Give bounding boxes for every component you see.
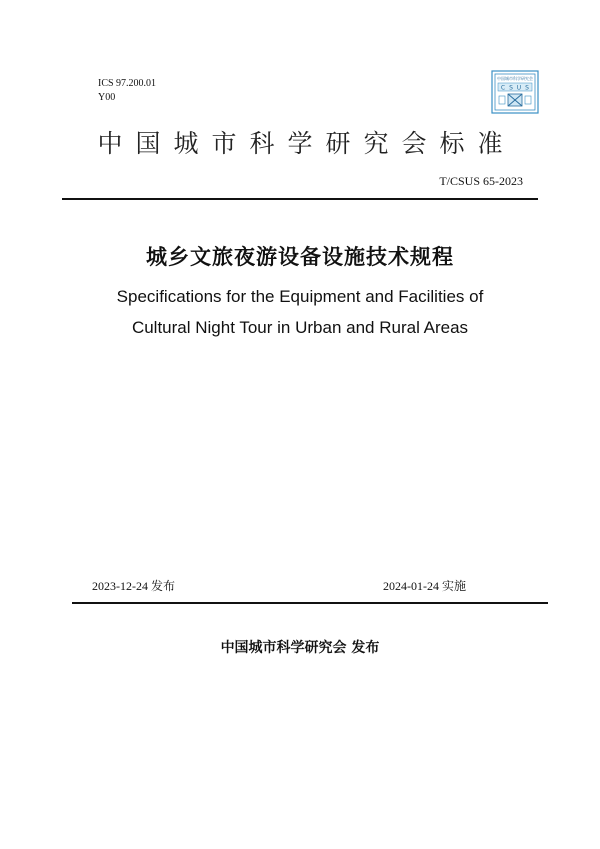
ccs-code: Y00 <box>98 92 116 103</box>
title-english-line1: Specifications for the Equipment and Facilities of <box>116 287 484 306</box>
publisher: 中国城市科学研究会 发布 <box>220 640 380 656</box>
title-chinese: 城乡文旅夜游设备设施技术规程 <box>146 245 454 269</box>
title-english-line2: Cultural Night Tour in Urban and Rural Areas <box>131 318 469 337</box>
ics-code: ICS 97.200.01 <box>98 78 157 89</box>
logo-letter: S <box>525 84 529 92</box>
bottom-divider <box>72 602 548 604</box>
logo-top-text: 中国城市科学研究会 <box>497 76 533 81</box>
logo-letter: U <box>516 84 522 92</box>
logo-letter: C <box>500 84 506 92</box>
issue-date: 2023-12-24 发布 <box>92 579 175 593</box>
logo-letter: S <box>509 84 513 92</box>
organization-standard-title: 中国城市科学研究会标准 <box>97 129 516 158</box>
implementation-date: 2024-01-24 实施 <box>383 579 466 593</box>
standard-number: T/CSUS 65-2023 <box>439 174 523 188</box>
csus-logo <box>491 70 539 114</box>
top-divider <box>62 198 538 200</box>
